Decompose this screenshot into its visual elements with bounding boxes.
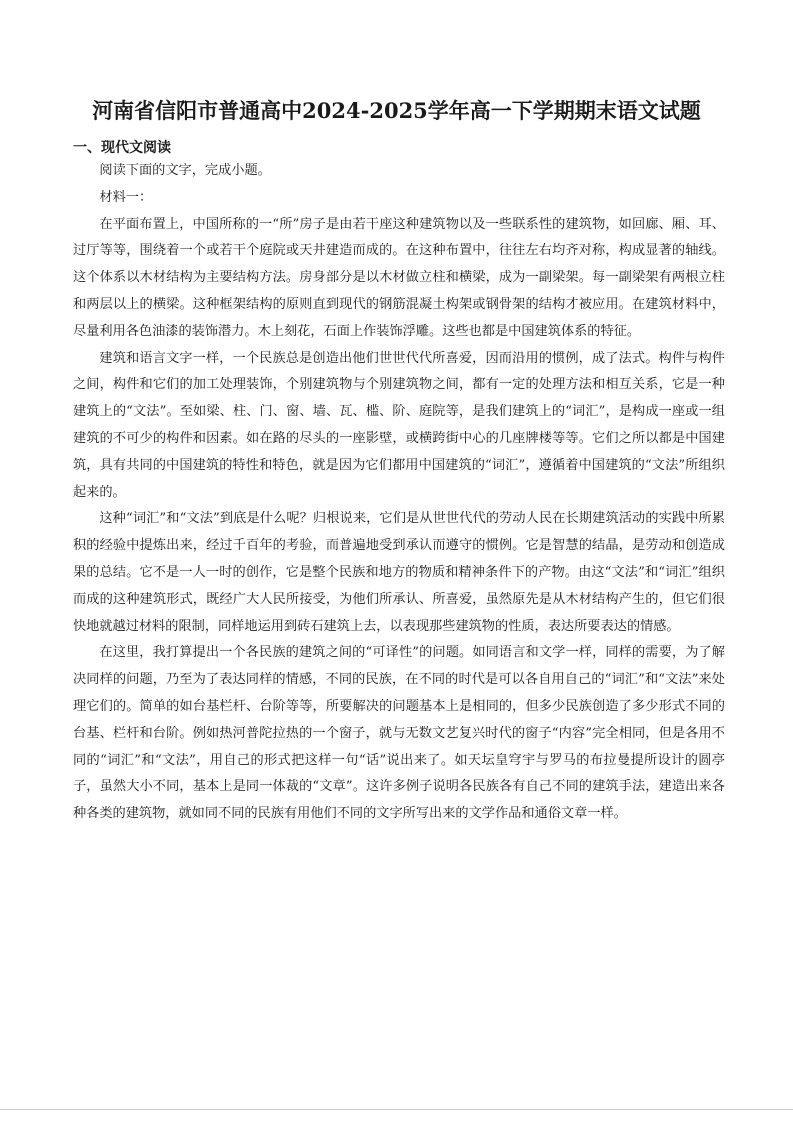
instruction-text: 阅读下面的文字，完成小题。 (99, 163, 271, 178)
reading-passage (73, 158, 725, 828)
passage-paragraph: 在平面布置上，中国所称的一“所”房子是由若干座这种建筑物以及一些联系性的建筑物，如回廊、厢、耳、过厅等等，围绕着一个或若干个庭院或天井建造而成的。在这种布置中，往往左右均齐对称，构成显著的轴线。这个体系以木材结构为主要结构方法。房身部分是以木材做立柱和横梁，成为一副梁架。每一副梁架有两根立柱和两层以上的横梁。这种框架结构的原则直到现代的钢筋混凝土构架或钢骨架的结构才被应用。在建筑材料中，尽量利用各色油漆的装饰潜力。木上刻花，石面上作装饰浮雕。这些也都是中国建筑体系的特征。 (73, 216, 725, 339)
passage-paragraph: 建筑和语言文字一样，一个民族总是创造出他们世世代代所喜爱，因而沿用的惯例，成了法式。构件与构件之间，构件和它们的加工处理装饰，个别建筑物与个别建筑物之间，都有一定的处理方法和相互关系，它是一种建筑上的“文法”。至如梁、柱、门、窗、墙、瓦、槛、阶、庭院等，是我们建筑上的“词汇”，是构成一座或一组建筑的不可少的构件和因素。如在路的尽头的一座影壁，或横跨街中心的几座牌楼等等。它们之所以都是中国建筑，具有共同的中国建筑的特性和特色，就是因为它们都用中国建筑的“词汇”，遵循着中国建筑的“文法”所组织起来的。 (73, 350, 725, 500)
passage-paragraph: 这种“词汇”和“文法”到底是什么呢？归根说来，它们是从世世代代的劳动人民在长期建筑活动的实践中所累积的经验中提炼出来，经过千百年的考验，而普遍地受到承认而遵守的惯例。它是智慧的结晶，是劳动和创造成果的总结。它不是一人一时的创作，它是整个民族和地方的物质和精神条件下的产物。由这“文法”和“词汇”组织而成的这种建筑形式，既经广大人民所接受，为他们所承认、所喜爱，虽然原先是从木材结构产生的，但它们很快地就越过材料的限制，同样地运用到砖石建筑上去，以表现那些建筑物的性质，表达所要表达的情感。 (73, 511, 725, 634)
passage-paragraph: 在这里，我打算提出一个各民族的建筑之间的“可译性”的问题。如同语言和文学一样，同样的需要，为了解决同样的问题，乃至为了表达同样的情感，不同的民族，在不同的时代是可以各自用自己的“词汇”和“文法”来处理它们的。简单的如台基栏杆、台阶等等，所要解决的问题基本上是相同的，但多少民族创造了多少形式不同的台基、栏杆和台阶。例如热河普陀拉热的一个窗子，就与无数文艺复兴时代的窗子“内容”完全相同，但是各用不同的“词汇”和“文法”，用自己的形式把这样一句“话”说出来了。如天坛皇穹宇与罗马的布拉曼提所设计的圆亭子，虽然大小不同，基本上是同一体裁的“文章”。这许多例子说明各民族各有自己不同的建筑手法，建造出来各种各类的建筑物，就如同不同的民族有用他们不同的文字所写出来的文学作品和通俗文章一样。 (73, 645, 725, 822)
section-heading: 一、现代文阅读 (73, 140, 171, 156)
document-title: 河南省信阳市普通高中2024-2025学年高一下学期期末语文试题 (92, 98, 701, 123)
material-label: 材料一： (99, 189, 153, 205)
footer-divider (0, 1109, 793, 1110)
